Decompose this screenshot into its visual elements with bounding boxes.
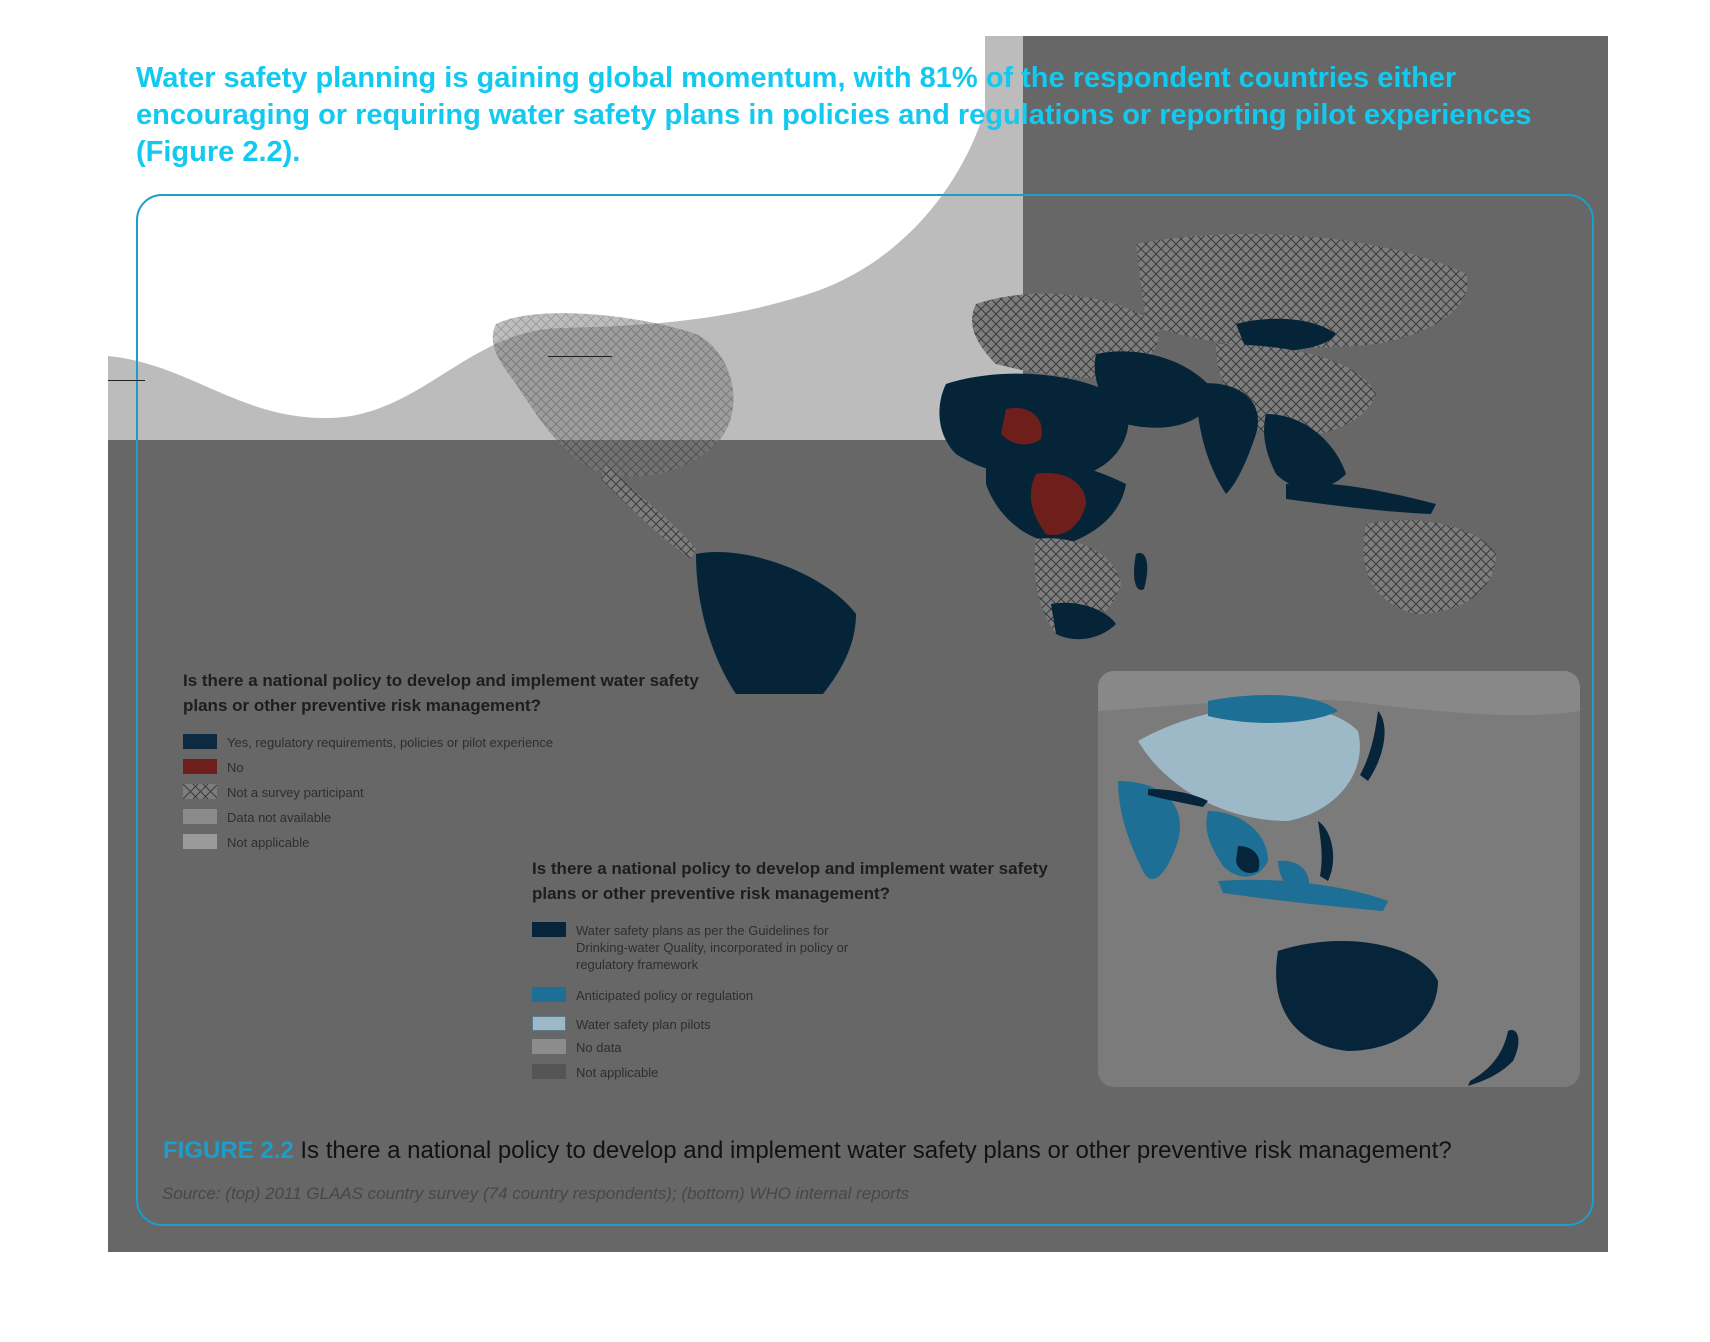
world-legend-item: [183, 834, 743, 851]
figure-caption: [163, 1136, 1452, 1166]
swatch-not-applicable: [183, 834, 217, 849]
central-america-region: [601, 464, 696, 559]
world-legend-label: Data not available: [227, 810, 332, 825]
inset-australia: [1276, 941, 1438, 1051]
inset-legend-label: Water safety plans as per the Guidelines for Drinking-water Quality, incorporated in policy or regulatory framework: [576, 923, 849, 972]
inset-legend-label: Not applicable: [576, 1065, 659, 1080]
world-map: [136, 194, 1594, 694]
asia-pacific-inset-map: [1098, 671, 1580, 1087]
inset-legend-item: [532, 987, 1072, 1004]
inset-legend-title: Is there a national policy to develop and implement water safety plans or other preventive risk management?: [532, 859, 1048, 903]
figure-source: Source: (top) 2011 GLAAS country survey (74 country respondents); (bottom) WHO internal reports: [162, 1184, 910, 1203]
inset-legend: [532, 856, 1072, 1089]
swatch-no: [183, 759, 217, 774]
world-legend-label: Not applicable: [227, 835, 310, 850]
world-legend-item: [183, 734, 743, 751]
world-legend-item: [183, 759, 743, 776]
cut-line-center: [548, 356, 612, 357]
swatch-wsp-guidelines: [532, 922, 566, 937]
swatch-inset-not-applicable: [532, 1064, 566, 1079]
swatch-anticipated: [532, 987, 566, 1002]
australia: [1363, 520, 1496, 614]
inset-japan: [1360, 711, 1385, 781]
inset-legend-label: Water safety plan pilots: [576, 1017, 711, 1032]
world-legend-label: No: [227, 760, 244, 775]
world-legend-title: Is there a national policy to develop and implement water safety plans or other preventive risk management?: [183, 671, 699, 715]
north-america-region: [493, 313, 734, 477]
inset-legend-label: Anticipated policy or regulation: [576, 988, 754, 1003]
inset-map-svg: [1098, 671, 1580, 1087]
india: [1196, 383, 1258, 494]
cut-line-left: [108, 380, 145, 381]
inset-legend-item: [532, 1064, 1072, 1081]
headline: Water safety planning is gaining global momentum, with 81% of the respondent countries either encouraging or requiring water safety plans in policies and regulations or reporting pilot experiences (Figure 2.2).: [136, 62, 1532, 168]
inset-new-zealand: [1468, 1030, 1518, 1086]
inset-legend-item: [532, 1016, 1072, 1033]
inset-legend-item: [532, 922, 1072, 973]
swatch-hatched: [183, 784, 217, 799]
world-legend-label: Yes, regulatory requirements, policies or pilot experience: [227, 735, 554, 750]
inset-philippines: [1318, 821, 1333, 881]
inset-legend-item: [532, 1039, 1072, 1056]
swatch-data-not-available: [183, 809, 217, 824]
swatch-yes: [183, 734, 217, 749]
inset-legend-label: No data: [576, 1040, 622, 1055]
figure-caption-label: FIGURE 2.2: [163, 1137, 294, 1164]
inset-russia: [1098, 671, 1580, 715]
world-legend: [183, 668, 743, 859]
swatch-no-data: [532, 1039, 566, 1054]
world-legend-item: [183, 809, 743, 826]
figure-caption-text: Is there a national policy to develop and implement water safety plans or other preventive risk management?: [293, 1137, 1452, 1164]
madagascar: [1134, 553, 1147, 590]
indonesia: [1286, 483, 1436, 514]
world-legend-label: Not a survey participant: [227, 785, 364, 800]
swatch-pilots: [532, 1016, 566, 1031]
world-legend-item: [183, 784, 743, 801]
